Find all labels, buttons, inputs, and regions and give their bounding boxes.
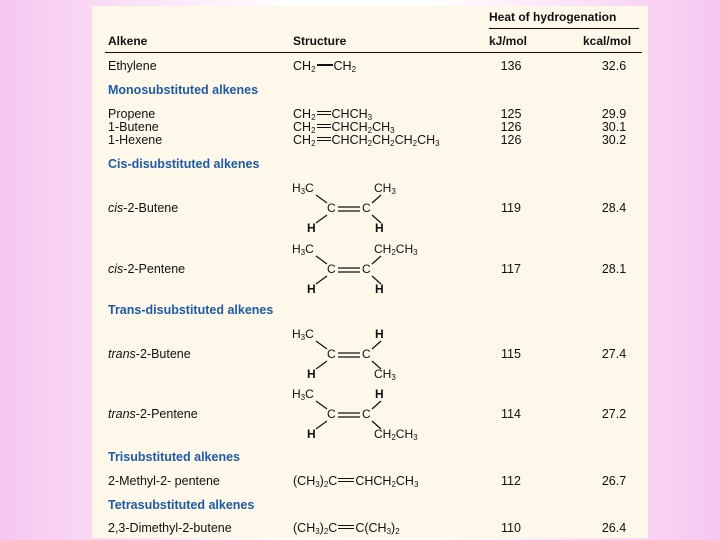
structure-formula: $CH_2$ $CH_2$	[293, 59, 357, 74]
alkene-name: 1-Hexene	[108, 133, 163, 147]
section-heading: Trans-disubstituted alkenes	[108, 303, 274, 317]
alkene-name: cis-2-Pentene	[108, 262, 186, 276]
kj-value: 115	[501, 347, 521, 361]
kj-column-header: kJ/mol	[489, 34, 528, 48]
kj-value: 125	[500, 107, 522, 121]
kj-value: 114	[501, 407, 521, 421]
kcal-value: 32.6	[601, 59, 627, 73]
kcal-value: 26.4	[601, 521, 627, 535]
header-rule	[105, 52, 642, 53]
alkene-name: 2-Methyl-2- pentene	[108, 474, 220, 488]
alkene-name: trans-2-Butene	[108, 347, 191, 361]
alkene-name: trans-2-Pentene	[108, 407, 198, 421]
alkene-name: 1-Butene	[108, 120, 159, 134]
hydrogenation-table	[92, 6, 648, 538]
kcal-value: 28.1	[601, 262, 627, 276]
structure-formula: $CH_2$ $CHCH_2CH_3$	[293, 120, 395, 135]
kj-value: 112	[501, 474, 521, 488]
kcal-value: 30.2	[601, 133, 627, 147]
kcal-value: 29.9	[601, 107, 627, 121]
kcal-value: 28.4	[601, 201, 627, 215]
alkene-name: Ethylene	[108, 59, 157, 73]
section-heading: Tetrasubstituted alkenes	[108, 498, 255, 512]
heat-of-hydrogenation-header: Heat of hydrogenation	[489, 10, 617, 24]
alkene-name: Propene	[108, 107, 156, 121]
kj-value: 136	[500, 59, 522, 73]
alkene-name: 2,3-Dimethyl-2-butene	[108, 521, 232, 535]
kcal-value: 27.4	[601, 347, 627, 361]
kj-value: 126	[500, 120, 522, 134]
header-group-rule	[489, 28, 639, 29]
kj-value: 117	[501, 262, 521, 276]
structure-formula: $(CH_3)_2C$ $CHCH_2CH_3$	[293, 474, 419, 489]
kj-value: 110	[501, 521, 521, 535]
structure-formula: $CH_2$ $CHCH_3$	[293, 107, 373, 122]
structure-formula: $CH_2$ $CHCH_2CH_2CH_2CH_3$	[293, 133, 440, 148]
kcal-column-header: kcal/mol	[583, 34, 632, 48]
kcal-value: 27.2	[601, 407, 627, 421]
section-heading: Monosubstituted alkenes	[108, 83, 259, 97]
structure-formula: $(CH_3)_2C$ $C(CH_3)_2$	[293, 521, 400, 536]
kj-value: 119	[501, 201, 521, 215]
structure-diagram: $H_3C$ H C C H $CH_2CH_3$	[292, 387, 418, 442]
alkene-column-header: Alkene	[108, 34, 148, 48]
section-heading: Trisubstituted alkenes	[108, 450, 240, 464]
alkene-name: cis-2-Butene	[108, 201, 179, 215]
structure-diagram: $H_3C$ H C C H $CH_3$	[292, 327, 396, 382]
kcal-value: 26.7	[601, 474, 627, 488]
structure-diagram: $H_3C$ $CH_2CH_3$ C C H H	[292, 242, 418, 296]
kj-value: 126	[500, 133, 522, 147]
kcal-value: 30.1	[601, 120, 627, 134]
section-heading: Cis-disubstituted alkenes	[108, 157, 260, 171]
structure-column-header: Structure	[293, 34, 347, 48]
structure-diagram: $H_3C$ $CH_3$ C C H H	[292, 181, 396, 235]
